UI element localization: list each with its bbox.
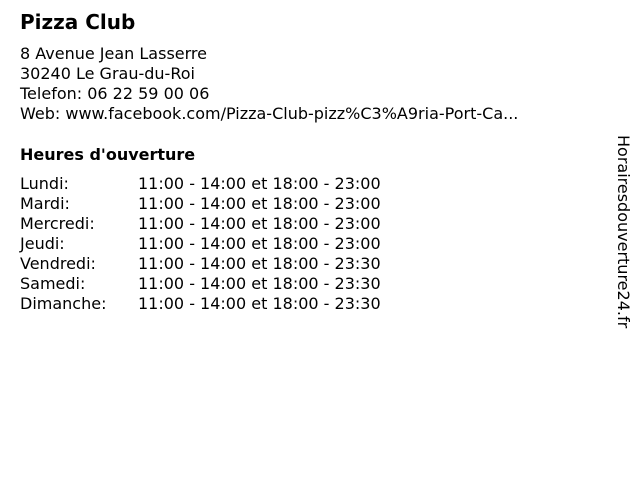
day-label: Lundi: [20,174,69,193]
day-label: Dimanche: [20,294,107,313]
site-brand-watermark: Horairesdouverture24.fr [614,135,633,329]
street-address: 8 Avenue Jean Lasserre [20,44,207,63]
day-hours: 11:00 - 14:00 et 18:00 - 23:00 [138,234,381,253]
day-hours: 11:00 - 14:00 et 18:00 - 23:00 [138,194,381,213]
business-name: Pizza Club [20,10,136,34]
hours-row-samedi [20,274,381,294]
day-hours: 11:00 - 14:00 et 18:00 - 23:30 [138,294,381,313]
opening-hours-list [20,174,381,314]
day-hours: 11:00 - 14:00 et 18:00 - 23:30 [138,254,381,273]
day-hours: 11:00 - 14:00 et 18:00 - 23:30 [138,274,381,293]
hours-row-lundi [20,174,381,194]
website-link[interactable]: Web: www.facebook.com/Pizza-Club-pizz%C3%A9ria-Port-Ca... [20,104,519,123]
day-label: Jeudi: [20,234,65,253]
hours-row-mercredi [20,214,381,234]
day-label: Samedi: [20,274,86,293]
hours-row-vendredi [20,254,381,274]
day-label: Mardi: [20,194,70,213]
day-label: Vendredi: [20,254,96,273]
day-hours: 11:00 - 14:00 et 18:00 - 23:00 [138,214,381,233]
hours-heading: Heures d'ouverture [20,145,196,164]
business-contact [20,44,518,124]
hours-row-dimanche [20,294,381,314]
day-label: Mercredi: [20,214,95,233]
day-hours: 11:00 - 14:00 et 18:00 - 23:00 [138,174,381,193]
hours-row-jeudi [20,234,381,254]
hours-row-mardi [20,194,381,214]
city-address: 30240 Le Grau-du-Roi [20,64,195,83]
phone-number: Telefon: 06 22 59 00 06 [20,84,210,103]
